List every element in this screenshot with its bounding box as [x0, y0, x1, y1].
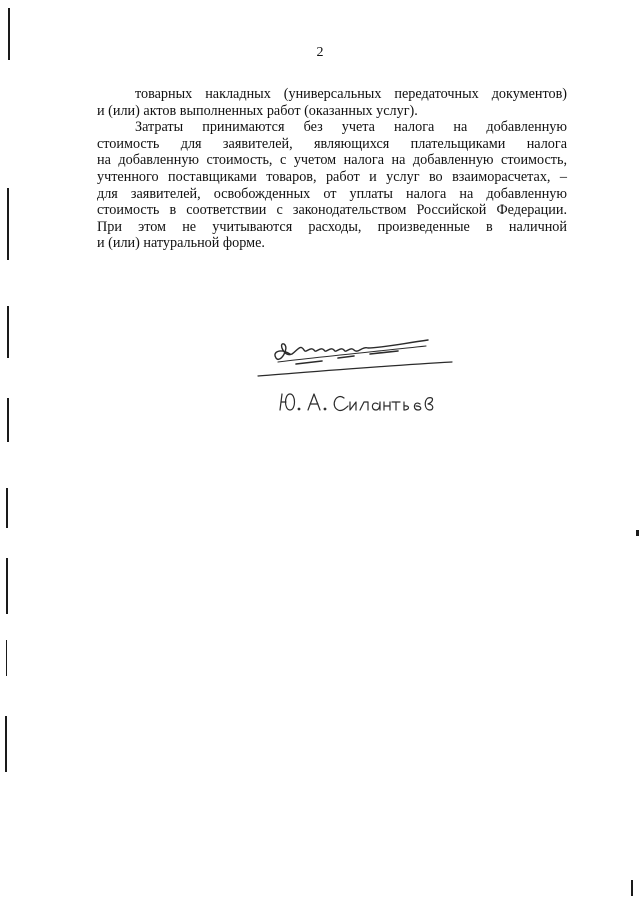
- text-line: При этом не учитываются расходы, произведенные в наличной: [97, 218, 567, 235]
- scan-edge-mark: [6, 558, 8, 614]
- scan-edge-mark: [6, 640, 7, 676]
- signature-block: [250, 318, 460, 428]
- scan-edge-mark: [636, 530, 639, 536]
- text-line: Затраты принимаются без учета налога на добавленную: [135, 119, 567, 136]
- text-line: учтенного поставщиками товаров, работ и услуг во взаиморасчетах, –: [97, 168, 567, 185]
- scan-edge-mark: [7, 188, 9, 260]
- paragraph-1: [97, 86, 567, 119]
- scan-edge-mark: [5, 716, 7, 772]
- paragraph-2: [97, 119, 567, 252]
- handwritten-name: [280, 394, 433, 411]
- page-number: 2: [316, 45, 324, 60]
- text-line: стоимость для заявителей, являющихся плательщиками налога: [97, 135, 567, 152]
- text-line: на добавленную стоимость, с учетом налога на добавленную стоимость,: [97, 152, 567, 169]
- scan-edge-mark: [6, 488, 8, 528]
- text-line: стоимость в соответствии с законодательством Российской Федерации.: [97, 202, 567, 219]
- text-line: и (или) натуральной форме.: [97, 235, 265, 252]
- text-line: для заявителей, освобожденных от уплаты налога на добавленную: [97, 185, 567, 202]
- scan-edge-mark: [631, 880, 633, 896]
- handwritten-signature: [250, 318, 460, 428]
- text-line: товарных накладных (универсальных передаточных документов): [135, 86, 567, 102]
- document-body: [97, 86, 567, 252]
- text-line: и (или) актов выполненных работ (оказанных услуг).: [97, 102, 418, 119]
- scan-edge-mark: [7, 306, 9, 358]
- scan-edge-mark: [8, 8, 10, 60]
- scan-edge-mark: [7, 398, 9, 442]
